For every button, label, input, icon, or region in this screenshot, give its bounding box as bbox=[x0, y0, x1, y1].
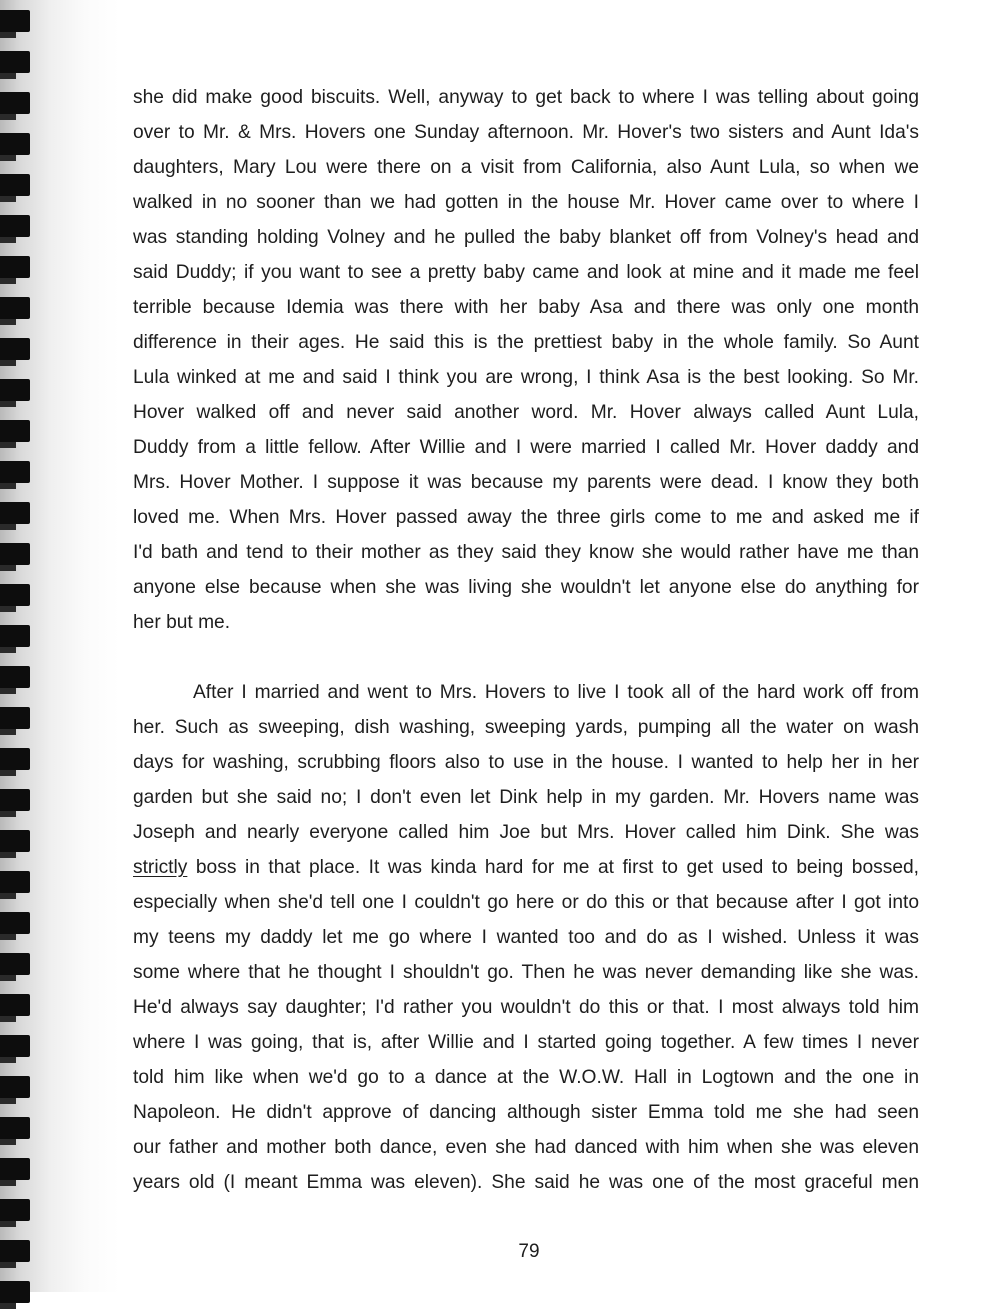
paragraph-1 bbox=[133, 80, 919, 640]
binding-hole bbox=[0, 994, 30, 1016]
text-line: especially when she'd tell one I couldn't go here or do this or that because after I got into bbox=[133, 892, 919, 913]
binding-hole bbox=[0, 871, 30, 893]
binding-hole bbox=[0, 297, 30, 319]
binding-hole bbox=[0, 1076, 30, 1098]
binding-hole bbox=[0, 1117, 30, 1139]
binding-hole bbox=[0, 502, 30, 524]
paragraph-2 bbox=[133, 675, 919, 1200]
text-line: told him like when we'd go to a dance at the W.O.W. Hall in Logtown and the one in bbox=[133, 1067, 919, 1088]
page-number: 79 bbox=[518, 1241, 540, 1262]
text-line: her. Such as sweeping, dish washing, sweeping yards, pumping all the water on wash bbox=[133, 717, 919, 738]
text-line: I'd bath and tend to their mother as they said they know she would rather have me than bbox=[133, 542, 919, 563]
underlined-word: strictly bbox=[133, 857, 188, 878]
text-line: days for washing, scrubbing floors also to use in the house. I wanted to help her in her bbox=[133, 752, 919, 773]
binding-hole bbox=[0, 10, 30, 32]
binding-hole bbox=[0, 912, 30, 934]
binding-hole bbox=[0, 256, 30, 278]
text-line: was standing holding Volney and he pulled the baby blanket off from Volney's head and bbox=[133, 227, 919, 248]
text-line: where I was going, that is, after Willie and I started going together. A few times I never bbox=[133, 1032, 919, 1053]
text-line: strictly boss in that place. It was kinda hard for me at first to get used to being bossed, bbox=[133, 857, 919, 878]
text-line: Mrs. Hover Mother. I suppose it was because my parents were dead. I know they both bbox=[133, 472, 919, 493]
binding-hole bbox=[0, 953, 30, 975]
binding-hole bbox=[0, 174, 30, 196]
binding-hole bbox=[0, 215, 30, 237]
binding-hole bbox=[0, 666, 30, 688]
binding-hole bbox=[0, 420, 30, 442]
text-line: daughters, Mary Lou were there on a visit from California, also Aunt Lula, so when we bbox=[133, 157, 919, 178]
binding-hole bbox=[0, 1199, 30, 1221]
text-line: After I married and went to Mrs. Hovers to live I took all of the hard work off from bbox=[193, 682, 919, 703]
binding-hole bbox=[0, 543, 30, 565]
binding-hole bbox=[0, 92, 30, 114]
binding-hole bbox=[0, 707, 30, 729]
text-line: terrible because Idemia was there with her baby Asa and there was only one month bbox=[133, 297, 919, 318]
binding-hole bbox=[0, 461, 30, 483]
binding-hole bbox=[0, 133, 30, 155]
text-line: Napoleon. He didn't approve of dancing although sister Emma told me she had seen bbox=[133, 1102, 919, 1123]
binding-hole bbox=[0, 379, 30, 401]
binding-hole bbox=[0, 748, 30, 770]
binding-hole bbox=[0, 338, 30, 360]
text-line: our father and mother both dance, even she had danced with him when she was eleven bbox=[133, 1137, 919, 1158]
text-line: her but me. bbox=[133, 612, 231, 633]
binding-hole bbox=[0, 51, 30, 73]
text-line: Hover walked off and never said another word. Mr. Hover always called Aunt Lula, bbox=[133, 402, 919, 423]
text-line: Lula winked at me and said I think you are wrong, I think Asa is the best looking. So Mr. bbox=[133, 367, 919, 388]
binding-hole bbox=[0, 584, 30, 606]
text-line: Joseph and nearly everyone called him Joe but Mrs. Hover called him Dink. She was bbox=[133, 822, 919, 843]
text-line: anyone else because when she was living she wouldn't let anyone else do anything for bbox=[133, 577, 919, 598]
text-line: years old (I meant Emma was eleven). She said he was one of the most graceful men bbox=[133, 1172, 919, 1193]
binding-hole bbox=[0, 1281, 30, 1303]
binding-hole bbox=[0, 830, 30, 852]
text-line: walked in no sooner than we had gotten in the house Mr. Hover came over to where I bbox=[133, 192, 919, 213]
text-line: He'd always say daughter; I'd rather you wouldn't do this or that. I most always told him bbox=[133, 997, 919, 1018]
text-line: loved me. When Mrs. Hover passed away the three girls come to me and asked me if bbox=[133, 507, 919, 528]
text-line: over to Mr. & Mrs. Hovers one Sunday afternoon. Mr. Hover's two sisters and Aunt Ida's bbox=[133, 122, 919, 143]
text-line: Duddy from a little fellow. After Willie and I were married I called Mr. Hover daddy and bbox=[133, 437, 919, 458]
binding-hole bbox=[0, 789, 30, 811]
binding-hole bbox=[0, 625, 30, 647]
text-line: my teens my daddy let me go where I wanted too and do as I wished. Unless it was bbox=[133, 927, 919, 948]
text-line: she did make good biscuits. Well, anyway to get back to where I was telling about going bbox=[133, 87, 919, 108]
spiral-binding bbox=[0, 0, 40, 1292]
binding-hole bbox=[0, 1158, 30, 1180]
text-line: said Duddy; if you want to see a pretty baby came and look at mine and it made me feel bbox=[133, 262, 919, 283]
binding-hole bbox=[0, 1035, 30, 1057]
text-line: difference in their ages. He said this is the prettiest baby in the whole family. So Aunt bbox=[133, 332, 919, 353]
text-line: some where that he thought I shouldn't go. Then he was never demanding like she was. bbox=[133, 962, 919, 983]
text-line: garden but she said no; I don't even let Dink help in my garden. Mr. Hovers name was bbox=[133, 787, 919, 808]
